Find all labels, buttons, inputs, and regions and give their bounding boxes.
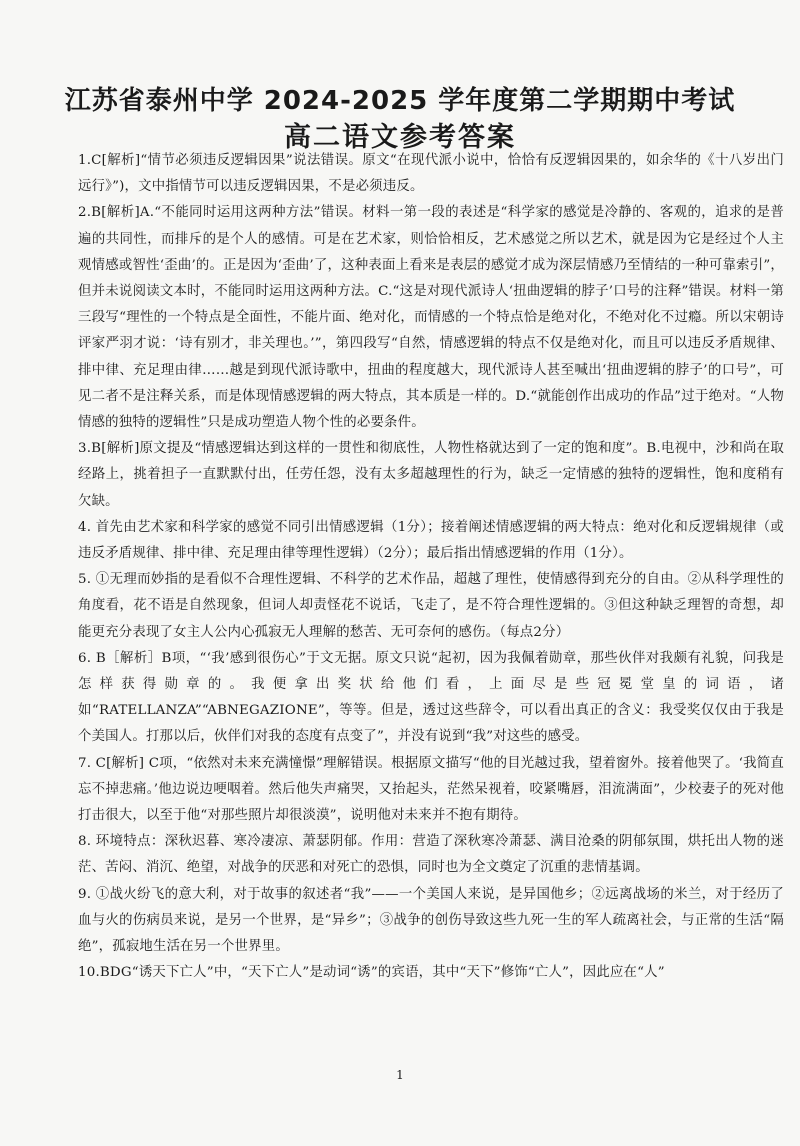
document-title: 江苏省泰州中学 2024-2025 学年度第二学期期中考试 [64, 86, 736, 116]
answer-4: 4. 首先由艺术家和科学家的感觉不同引出情感逻辑（1分）；接着阐述情感逻辑的两大特点：绝对化和反逻辑规律（或违反矛盾规律、排中律、充足理由律等理性逻辑）（2分）；最后指出情感逻辑的作用（1分）。 [78, 519, 784, 562]
answer-7: 7. C[解析] C项，“依然对未来充满憧憬”理解错误。根据原文描写“他的目光越过我，望着窗外。接着他哭了。‘我简直忘不掉悲痛。’他边说边哽咽着。然后他失声痛哭，又抬起头，茫然呆视着，咬紧嘴唇，泪流满面”，少校妻子的死对他打击很大，以至于他“对那些照片却很淡漠”，说明他对未来并不抱有期待。 [78, 755, 784, 824]
answer-3: 3.B[解析]原文提及“情感逻辑达到这样的一贯性和彻底性，人物性格就达到了一定的饱和度”。B.电视中，沙和尚在取经路上，挑着担子一直默默付出，任劳任怨，没有太多超越理性的行为，缺乏一定情感的独特的逻辑性，饱和度稍有欠缺。 [78, 441, 784, 509]
document-subtitle: 高二语文参考答案 [284, 122, 516, 153]
answer-5: 5. ①无理而妙指的是看似不合理性逻辑、不科学的艺术作品，超越了理性，使情感得到充分的自由。②从科学理性的角度看，花不语是自然现象，但词人却责怪花不说话，飞走了，是不符合理性逻辑的。③但这种缺乏理智的奇想，却能更充分表现了女主人公内心孤寂无人理解的愁苦、无可奈何的感伤。（每点2分） [78, 572, 784, 640]
answer-8: 8. 环境特点：深秋迟暮、寒冷凄凉、萧瑟阴郁。作用：营造了深秋寒冷萧瑟、满目沧桑的阴郁氛围，烘托出人物的迷茫、苦闷、消沉、绝望，对战争的厌恶和对死亡的恐惧，同时也为全文奠定了沉重的悲情基调。 [78, 834, 784, 876]
answer-10: 10.BDG“诱天下亡人”中，“天下亡人”是动词“诱”的宾语，其中“天下”修饰“亡人”，因此应在“人” [78, 965, 665, 981]
answer-list [78, 148, 784, 987]
answer-1: 1.C[解析]“情节必须违反逻辑因果”说法错误。原文“在现代派小说中，恰恰有反逻辑因果的，如余华的《十八岁出门远行》”)，文中指情节可以违反逻辑因果，不是必须违反。 [78, 153, 784, 195]
page-number: 1 [396, 1068, 404, 1082]
answer-6: 6. B［解析］B项，“‘我’感到很伤心”于文无据。原文只说“起初，因为我佩着勋章，那些伙伴对我颇有礼貌，问我是怎样获得勋章的。我便拿出奖状给他们看，上面尽是些冠冕堂皇的词语，诸如“RATELLANZA”“ABNEGAZIONE”，等等。但是，透过这些辞令，可以看出真正的含义：我受奖仅仅由于我是个美国人。打那以后，伙伴们对我的态度有点变了”，并没有说到“我”对这些的感受。 [78, 650, 784, 745]
answer-9: 9. ①战火纷飞的意大利，对于故事的叙述者“我”——一个美国人来说，是异国他乡；②远离战场的米兰，对于经历了血与火的伤病员来说，是另一个世界，是“异乡”；③战争的创伤导致这些九死一生的军人疏离社会，与正常的生活“隔绝”，孤寂地生活在另一个世界里。 [78, 886, 784, 955]
answer-2: 2.B[解析]A.“不能同时运用这两种方法”错误。材料一第一段的表述是“科学家的感觉是冷静的、客观的，追求的是普遍的共同性，而排斥的是个人的感情。可是在艺术家，则恰恰相反，艺术感觉之所以艺术，就是因为它是经过个人主观情感或智性‘歪曲’的。正是因为‘歪曲’了，这种表面上看来是表层的感觉才成为深层情感乃至情结的一种可靠索引”，但并未说阅读文本时，不能同时运用这两种方法。C.“这是对现代派诗人‘扭曲逻辑的脖子’口号的注释”错误。材料一第三段写“理性的一个特点是全面性，不能片面、绝对化，而情感的一个特点恰是绝对化，不绝对化不过瘾。所以宋朝诗评家严羽才说：‘诗有别才，非关理也。’”，第四段写“自然，情感逻辑的特点不仅是绝对化，而且可以违反矛盾规律、排中律、充足理由律……越是到现代派诗歌中，扭曲的程度越大，现代派诗人甚至喊出‘扭曲逻辑的脖子’的口号”，可见二者不是注释关系，而是体现情感逻辑的两大特点，其本质是一样的。D.“就能创作出成功的作品”过于绝对。“人物情感的独特的逻辑性”只是成功塑造人物个性的必要条件。 [78, 205, 784, 431]
